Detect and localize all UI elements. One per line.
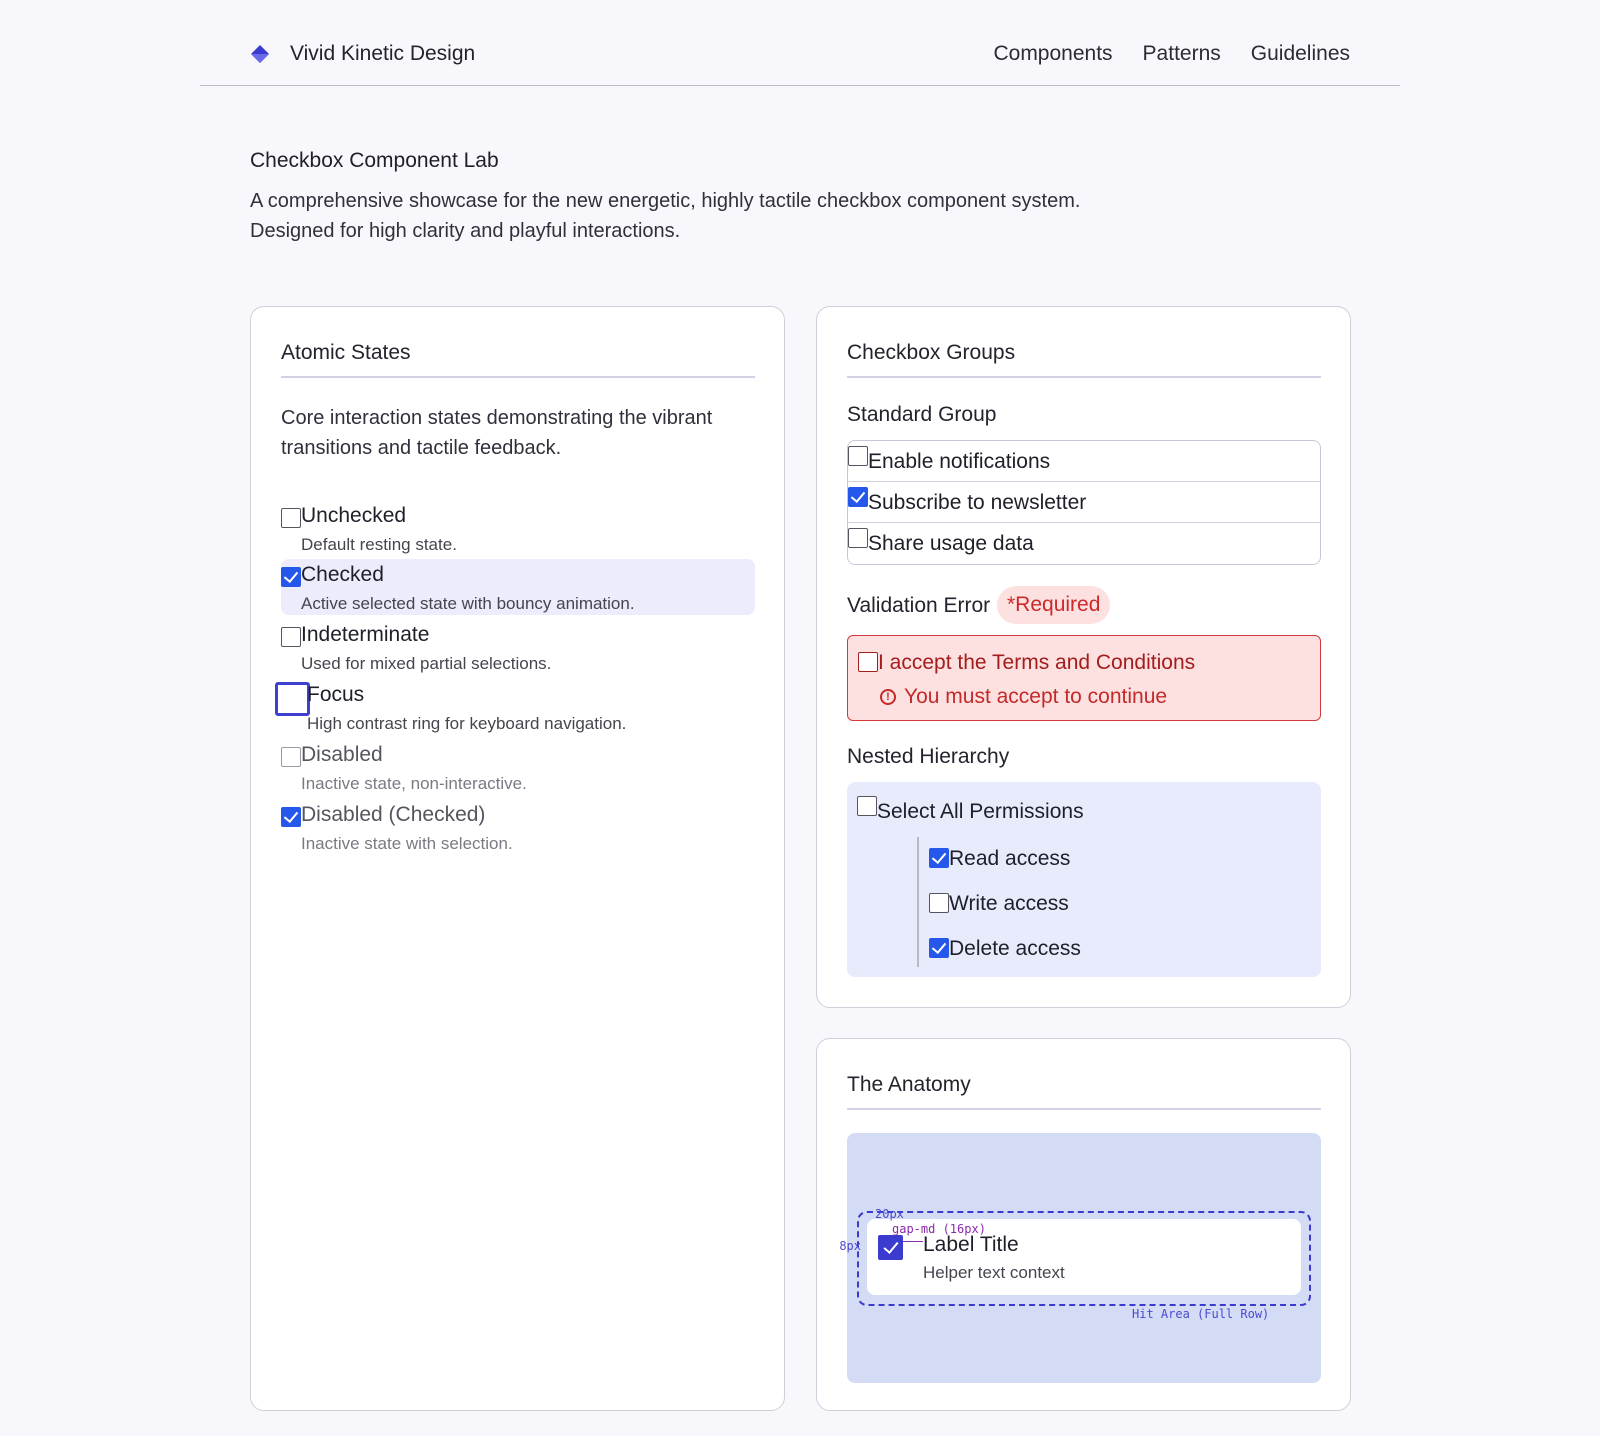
nav-links — [993, 42, 1350, 66]
anatomy-helper-text: Helper text context — [923, 1263, 1065, 1282]
checkbox-write-access[interactable] — [929, 893, 949, 913]
state-help: Default resting state. — [301, 535, 457, 554]
state-label: Disabled — [301, 743, 383, 766]
error-checkbox-row[interactable] — [847, 635, 1321, 721]
gap-annotation: gap-md (16px) — [892, 1222, 986, 1236]
state-disabled-checked — [281, 799, 755, 855]
nested-parent-row[interactable] — [857, 796, 1257, 826]
nested-child-row[interactable] — [929, 888, 1229, 918]
standard-group — [847, 440, 1321, 565]
state-label: Checked — [301, 563, 384, 586]
brand-name: Vivid Kinetic Design — [290, 42, 476, 65]
nav-link-patterns[interactable]: Patterns — [1142, 42, 1221, 65]
card-title: The Anatomy — [847, 1073, 1321, 1110]
nested-child-label: Write access — [949, 892, 1069, 915]
nested-hierarchy — [847, 782, 1321, 977]
anatomy-card — [816, 1038, 1351, 1411]
item-label: Subscribe to newsletter — [868, 491, 1087, 514]
list-item[interactable] — [848, 441, 1320, 482]
state-help: Active selected state with bouncy animation. — [301, 594, 635, 613]
checkbox-select-all[interactable] — [857, 796, 877, 816]
page-title: Checkbox Component Lab — [250, 149, 499, 172]
checkbox-terms[interactable] — [858, 652, 878, 672]
card-title: Atomic States — [281, 341, 755, 378]
atomic-states-card — [250, 306, 785, 1411]
nested-parent-label: Select All Permissions — [877, 800, 1084, 823]
item-label: Share usage data — [868, 532, 1034, 555]
error-checkbox-label: I accept the Terms and Conditions — [878, 651, 1196, 674]
checkbox-unchecked[interactable] — [281, 508, 301, 528]
top-navigation — [200, 0, 1400, 86]
state-disabled — [281, 739, 755, 795]
error-message-text: You must accept to continue — [904, 685, 1168, 708]
hit-area-annotation: Hit Area (Full Row) — [1132, 1307, 1270, 1321]
state-label: Disabled (Checked) — [301, 803, 486, 826]
nested-child-row[interactable] — [929, 933, 1229, 963]
checkbox-focus[interactable] — [275, 682, 310, 716]
anatomy-canvas — [839, 1133, 1321, 1383]
nested-children — [917, 837, 1297, 967]
card-title: Checkbox Groups — [847, 341, 1321, 378]
checkbox-usage-data[interactable] — [848, 528, 868, 548]
size-annotation: 20px — [875, 1207, 904, 1221]
validation-label: Validation Error — [847, 594, 991, 617]
nested-child-label: Read access — [949, 847, 1071, 870]
item-label: Enable notifications — [868, 450, 1051, 473]
list-item[interactable] — [848, 482, 1320, 523]
state-label: Indeterminate — [301, 623, 430, 646]
checkbox-groups-card — [816, 306, 1351, 1008]
list-item[interactable] — [848, 523, 1320, 564]
state-help: Inactive state with selection. — [301, 834, 513, 853]
state-label: Focus — [307, 683, 365, 706]
required-badge: *Required — [997, 586, 1110, 624]
page-description: A comprehensive showcase for the new energetic, highly tactile checkbox component system. Designed for high clarity and playful interactions. — [250, 190, 1081, 242]
checkbox-indeterminate[interactable] — [281, 627, 301, 647]
checkbox-disabled-checked — [281, 807, 301, 827]
diamond-icon — [250, 44, 270, 64]
anatomy-label-title: Label Title — [923, 1233, 1019, 1256]
checkbox-checked[interactable] — [281, 567, 301, 587]
state-help: Inactive state, non-interactive. — [301, 774, 527, 793]
state-unchecked[interactable] — [281, 500, 755, 556]
anatomy-checkbox — [878, 1235, 903, 1260]
state-checked[interactable] — [281, 559, 755, 615]
alert-circle-icon: ! — [880, 689, 896, 705]
checkbox-newsletter[interactable] — [848, 487, 868, 507]
checkbox-delete-access[interactable] — [929, 938, 949, 958]
padding-annotation: 8px — [839, 1239, 861, 1253]
brand[interactable] — [250, 42, 475, 66]
nav-link-components[interactable]: Components — [993, 42, 1113, 65]
validation-header — [847, 586, 1321, 624]
state-indeterminate[interactable] — [281, 619, 755, 675]
state-help: Used for mixed partial selections. — [301, 654, 552, 673]
standard-group-label: Standard Group — [847, 403, 997, 426]
card-description: Core interaction states demonstrating the vibrant transitions and tactile feedback. — [281, 407, 713, 459]
checkbox-read-access[interactable] — [929, 848, 949, 868]
state-focus[interactable] — [281, 679, 755, 735]
checkbox-disabled — [281, 747, 301, 767]
gap-indicator — [903, 1241, 923, 1242]
state-label: Unchecked — [301, 504, 407, 527]
state-help: High contrast ring for keyboard navigation. — [307, 714, 627, 733]
error-message — [880, 685, 1167, 709]
nested-hierarchy-label: Nested Hierarchy — [847, 745, 1010, 768]
nested-child-row[interactable] — [929, 843, 1229, 873]
nested-child-label: Delete access — [949, 937, 1081, 960]
checkbox-notifications[interactable] — [848, 446, 868, 466]
nav-link-guidelines[interactable]: Guidelines — [1250, 42, 1350, 65]
